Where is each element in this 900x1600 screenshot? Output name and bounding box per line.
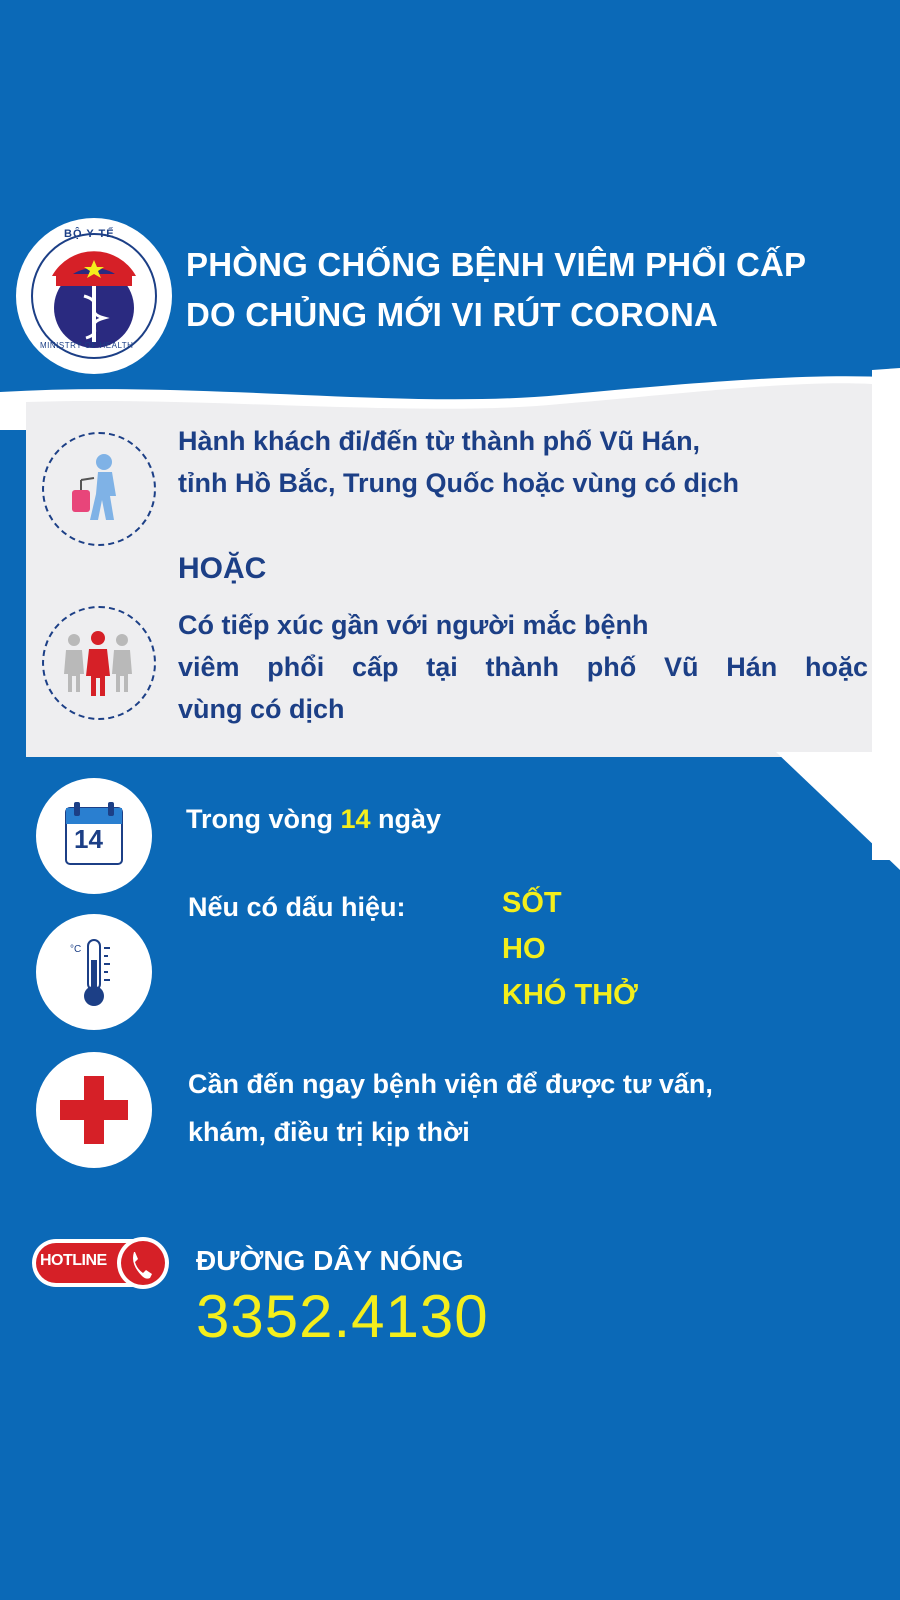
symptom-fever: SỐT (502, 887, 562, 919)
exposure-item-2-line-2: viêm phổi cấp tại thành phố Vũ Hán hoặc (178, 652, 868, 682)
svg-text:°C: °C (70, 944, 82, 955)
hotline-number[interactable]: 3352.4130 (196, 1283, 489, 1350)
exposure-item-2-line-1: Có tiếp xúc gần với người mắc bệnh (178, 610, 649, 640)
exposure-item-2-line-3: vùng có dịch (178, 694, 345, 724)
or-label: HOẶC (178, 552, 267, 585)
logo-text-top: BỘ Y TẾ (64, 228, 115, 240)
period-text (186, 796, 441, 842)
calendar-number: 14 (74, 824, 103, 854)
hotline-label: ĐƯỜNG DÂY NÓNG (196, 1245, 464, 1276)
symptom-breathing: KHÓ THỞ (502, 979, 638, 1011)
people-contact-icon (42, 606, 156, 720)
page-title (186, 240, 806, 340)
title-line-1: PHÒNG CHỐNG BỆNH VIÊM PHỔI CẤP (186, 246, 807, 283)
advice-line-1: Cần đến ngay bệnh viện để được tư vấn, (188, 1069, 713, 1099)
hotline-badge-text: HOTLINE (40, 1252, 107, 1269)
exposure-item-1-line-2: tỉnh Hồ Bắc, Trung Quốc hoặc vùng có dịch (178, 468, 740, 498)
thermometer-icon (36, 914, 152, 1030)
red-cross-icon (36, 1052, 152, 1168)
period-suffix: ngày (370, 804, 442, 834)
symptoms-list (502, 880, 638, 1018)
logo-text-bottom: MINISTRY OF HEALTH (40, 341, 134, 350)
advice-line-2: khám, điều trị kịp thời (188, 1117, 470, 1147)
symptoms-label: Nếu có dấu hiệu: (188, 892, 406, 922)
exposure-item-1-line-1: Hành khách đi/đến từ thành phố Vũ Hán, (178, 426, 701, 456)
symptom-cough: HO (502, 933, 546, 965)
traveler-icon (42, 432, 156, 546)
ministry-of-health-logo (14, 216, 174, 376)
exposure-item-1 (178, 420, 739, 504)
period-prefix: Trong vòng (186, 804, 341, 834)
exposure-item-2 (178, 604, 868, 730)
advice-text (188, 1060, 713, 1156)
period-days: 14 (340, 804, 371, 834)
title-line-2: DO CHỦNG MỚI VI RÚT CORONA (186, 296, 719, 333)
